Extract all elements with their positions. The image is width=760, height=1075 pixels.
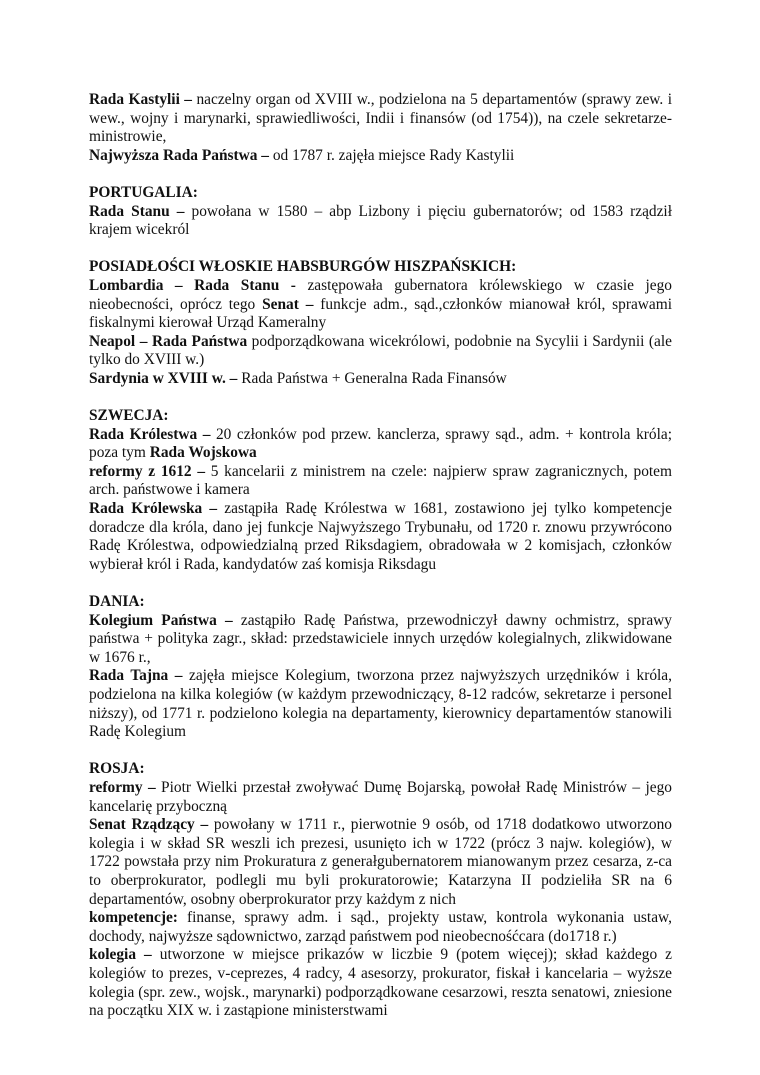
paragraph-kolegium-panstwa — [89, 612, 672, 668]
text: powołana w 1580 – abp Lizbony i pięciu gubernatorów; od 1583 rządził krajem wicekról — [89, 202, 672, 239]
term: kompetencje: — [89, 909, 178, 927]
term: Rada Tajna – — [89, 667, 183, 685]
text: finanse, sprawy adm. i sąd., projekty ustaw, kontrola wykonania ustaw, dochody, najwyższe sądownictwo, zarząd państwem pod nieobecnośćcara (do1718 r.) — [89, 909, 672, 945]
text: funkcje adm., sąd.,członków mianował król, sprawami fiskalnymi kierował Urząd Kameralny — [89, 295, 672, 332]
text: podporządkowana wicekrólowi, podobnie na Sycylii i Sardynii (ale tylko do XVIII w.) — [89, 332, 672, 369]
heading-portugalia: PORTUGALIA: — [89, 183, 198, 201]
text: zastąpiło Radę Państwa, przewodniczył dawny ochmistrz, sprawy państwa + polityka zagr., skład: przedstawiciele innych urzędów kolegialnych, zlikwidowane w 1676 r., — [89, 611, 672, 666]
text: naczelny organ od XVIII w., podzielona na 5 departamentów (sprawy zew. i wew., wojny i marynarki, sprawiedliwości, Indii i finansów (od 1754)), na czele sekretarze-ministrowie, — [89, 91, 672, 146]
term: reformy – — [89, 778, 156, 796]
text: zastępowała gubernatora królewskiego w czasie jego nieobecności, oprócz tego — [89, 276, 672, 313]
text: Piotr Wielki przestał zwoływać Dumę Bojarską, powołał Radę Ministrów – jego kancelarię przyboczną — [89, 778, 672, 815]
term: Rada Królewska – — [89, 500, 218, 518]
heading-posiadlosci-wloskie: POSIADŁOŚCI WŁOSKIE HABSBURGÓW HISZPAŃSKICH: — [89, 258, 517, 276]
term: Rada Stanu – — [89, 202, 185, 220]
term: Neapol – Rada Państwa — [89, 332, 248, 350]
paragraph-rada-kastylii — [89, 91, 672, 147]
paragraph-rada-tajna — [89, 667, 672, 741]
paragraph-neapol — [89, 333, 672, 370]
term: Kolegium Państwa – — [89, 611, 233, 629]
paragraph-najwyzsza-rada — [89, 147, 672, 166]
text: powołany w 1711 r., pierwotnie 9 osób, od 1718 dodatkowo utworzono kolegia i w skład SR weszli ich prezesi, usunięto ich w 1722 (prócz 3 najw. kolegiów), w 1722 powstała przy nim Prokuratura z generałgubernatorem mianowanym przez cesarza, z-ca to oberprokurator, podlegli mu byli prokuratorowie; Katarzyna II podzieliła SR na 6 departamentów, osobny oberprokurator przy każdym z nich — [89, 816, 672, 908]
term: Senat Rządzący – — [89, 816, 209, 834]
heading-szwecja: SZWECJA: — [89, 407, 169, 425]
text: utworzone w miejsce prikazów w liczbie 9 (potem więcej); skład każdego z kolegiów to prezes, v-ceprezes, 4 radcy, 4 asesorzy, prokurator, fiskał i kancelaria – wyższe kolegia (spr. zew., wojsk., marynarki) podporządkowane cesarzowi, reszta senatowi, zniesione na początku XIX w. i zastąpione ministerstwami — [89, 946, 673, 1020]
paragraph-rada-krolestwa — [89, 426, 672, 463]
term: reformy z 1612 – — [89, 462, 206, 480]
paragraph-senat-rzadzacy — [89, 816, 672, 909]
document-page — [89, 91, 672, 1021]
paragraph-kolegia — [89, 946, 672, 1020]
paragraph-rada-krolewska — [89, 500, 672, 574]
paragraph-reformy — [89, 779, 672, 816]
term: Rada Kastylii – — [89, 91, 193, 108]
text: zajęła miejsce Kolegium, tworzona przez najwyższych urzędników i króla, podzielona na kilka kolegiów (w każdym przewodniczący, 8-12 radców, sekretarze i personel niższy), od 1771 r. podzielono kolegia na departamenty, kierownicy departamentów stanowili Radę Kolegium — [89, 667, 672, 741]
text: od 1787 r. zajęła miejsce Rady Kastylii — [268, 146, 515, 164]
paragraph-rada-stanu — [89, 203, 672, 240]
text: 20 członków pod przew. kanclerza, sprawy sąd., adm. + kontrola króla; poza tym — [89, 425, 672, 462]
heading-dania: DANIA: — [89, 593, 145, 611]
term: Najwyższa Rada Państwa – — [89, 146, 269, 164]
paragraph-sardynia — [89, 370, 672, 389]
term: Rada Królestwa – — [89, 425, 211, 443]
paragraph-reformy-1612 — [89, 463, 672, 500]
paragraph-lombardia — [89, 277, 672, 333]
term: Senat – — [262, 295, 314, 313]
paragraph-kompetencje — [89, 909, 672, 946]
text: zastąpiła Radę Królestwa w 1681, zostawiono jej tylko kompetencje doradcze dla króla, dano jej funkcje Najwyższego Trybunału, od 1720 r. znowu przywrócono Radę Królestwa, odpowiedzialną przed Riksdagiem, obradowała w 2 komisjach, członków wybierał król i Rada, kandydatów zaś komisja Riksdagu — [89, 500, 673, 573]
text: Rada Państwa + Generalna Rada Finansów — [237, 369, 507, 387]
term: Lombardia – Rada Stanu - — [89, 276, 296, 294]
term: Sardynia w XVIII w. – — [89, 369, 238, 387]
heading-rosja: ROSJA: — [89, 760, 145, 778]
term: kolegia – — [89, 946, 152, 964]
term: Rada Wojskowa — [149, 444, 257, 462]
text: 5 kancelarii z ministrem na czele: najpierw spraw zagranicznych, potem arch. państwowe i kamera — [89, 462, 672, 499]
